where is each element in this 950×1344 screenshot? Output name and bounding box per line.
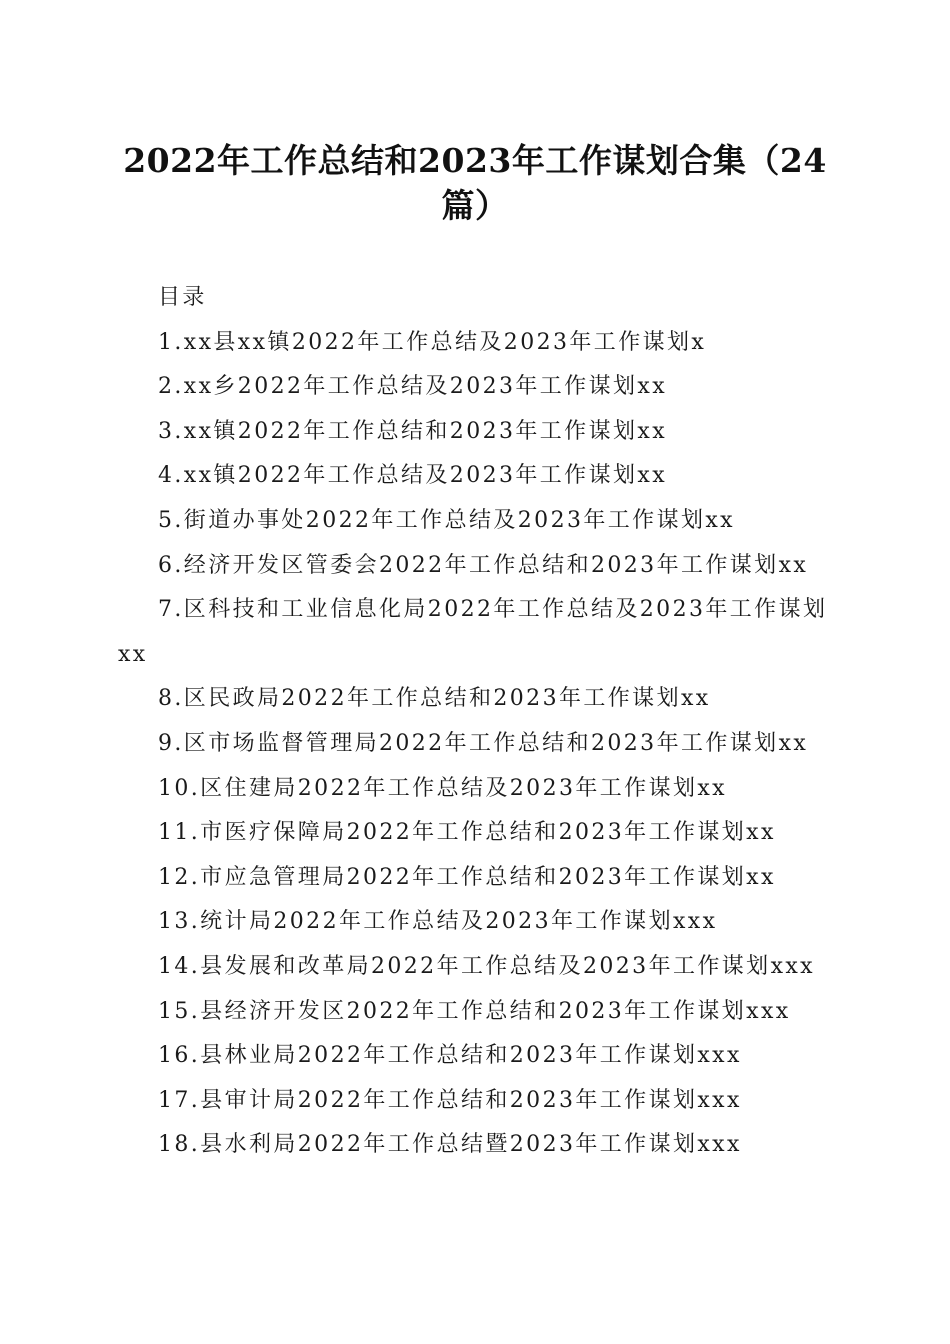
document-title: 2022年工作总结和2023年工作谋划合集（24篇）: [123, 141, 827, 225]
toc-heading: 目录: [158, 285, 207, 310]
toc-item: 12.市应急管理局2022年工作总结和2023年工作谋划xx: [158, 864, 776, 890]
toc-item: 6.经济开发区管委会2022年工作总结和2023年工作谋划xx: [158, 552, 809, 578]
table-of-contents: [118, 276, 830, 1168]
toc-item: 14.县发展和改革局2022年工作总结及2023年工作谋划xxx: [158, 953, 815, 979]
toc-item: 15.县经济开发区2022年工作总结和2023年工作谋划xxx: [158, 998, 791, 1024]
toc-item: 9.区市场监督管理局2022年工作总结和2023年工作谋划xx: [158, 730, 809, 756]
toc-item: 1.xx县xx镇2022年工作总结及2023年工作谋划x: [158, 329, 707, 355]
toc-item: 10.区住建局2022年工作总结及2023年工作谋划xx: [158, 775, 727, 801]
toc-item: 17.县审计局2022年工作总结和2023年工作谋划xxx: [158, 1087, 742, 1113]
toc-item: 8.区民政局2022年工作总结和2023年工作谋划xx: [158, 686, 711, 712]
toc-item: 4.xx镇2022年工作总结及2023年工作谋划xx: [158, 463, 667, 489]
toc-item: 2.xx乡2022年工作总结及2023年工作谋划xx: [158, 374, 667, 400]
toc-item: 18.县水利局2022年工作总结暨2023年工作谋划xxx: [158, 1132, 742, 1158]
toc-item: 16.县林业局2022年工作总结和2023年工作谋划xxx: [158, 1043, 742, 1069]
toc-item: 13.统计局2022年工作总结及2023年工作谋划xxx: [158, 909, 718, 935]
toc-item: 7.区科技和工业信息化局2022年工作总结及2023年工作谋划xx: [118, 597, 828, 667]
toc-item: 11.市医疗保障局2022年工作总结和2023年工作谋划xx: [158, 820, 776, 846]
toc-item: 5.街道办事处2022年工作总结及2023年工作谋划xx: [158, 507, 735, 533]
toc-item: 3.xx镇2022年工作总结和2023年工作谋划xx: [158, 418, 667, 444]
